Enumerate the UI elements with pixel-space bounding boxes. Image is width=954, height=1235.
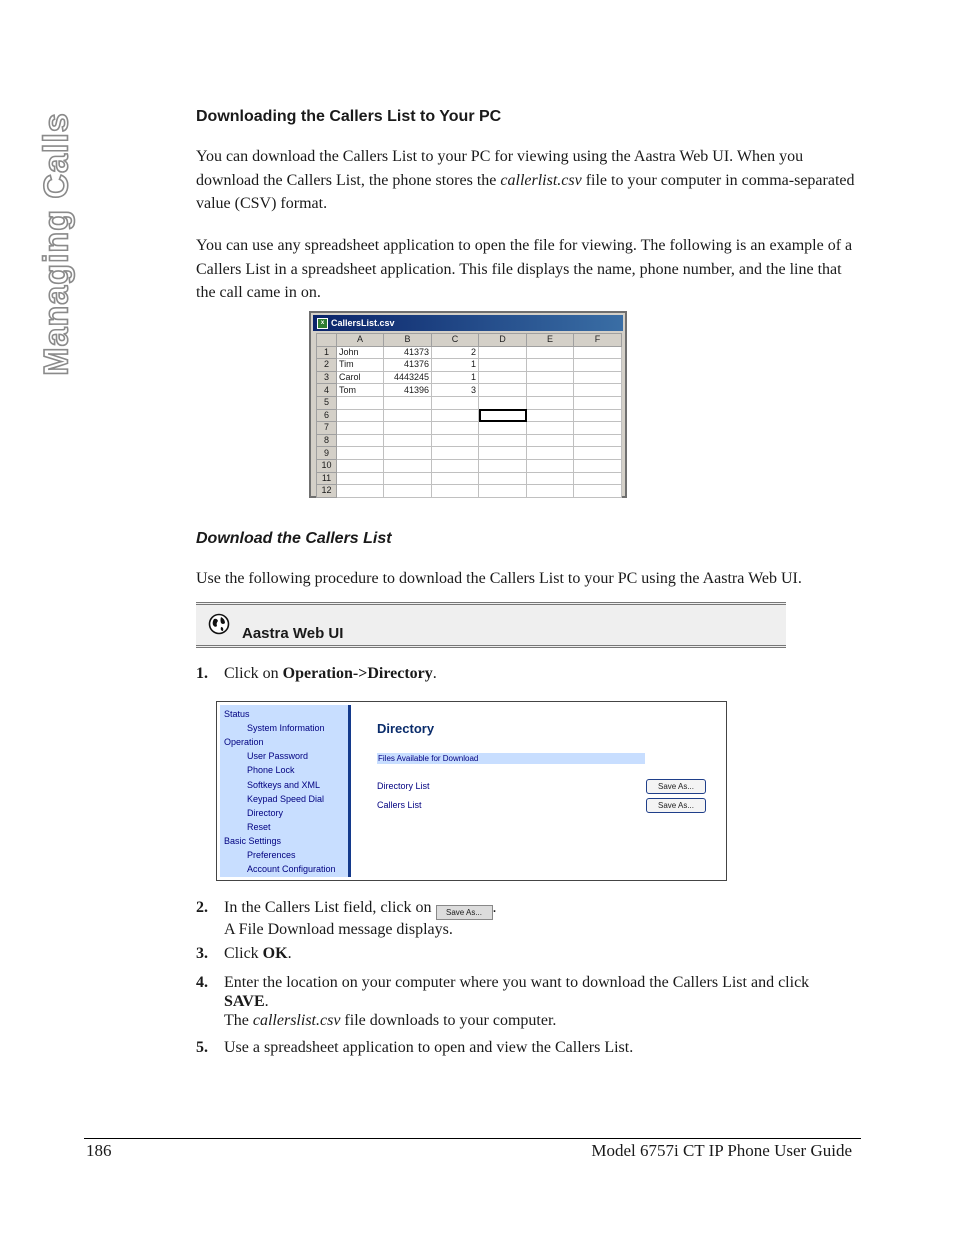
table-row <box>317 472 622 485</box>
directory-list-label: Directory List <box>377 781 430 791</box>
directory-save-as-button[interactable]: Save As... <box>646 779 706 794</box>
nav-item[interactable]: User Password <box>247 751 309 762</box>
spreadsheet-icon: x <box>317 318 328 329</box>
cell <box>527 472 574 485</box>
cell <box>384 485 432 498</box>
column-header: A <box>337 334 384 347</box>
cell <box>384 396 432 409</box>
cell <box>574 447 622 460</box>
step-text: In the Callers List field, click on <box>224 899 436 916</box>
column-header: F <box>574 334 622 347</box>
cell <box>432 485 479 498</box>
column-header: C <box>432 334 479 347</box>
table-row <box>317 396 622 409</box>
intro-text-end: file to your computer in comma-separated value (CSV) format. <box>196 171 855 212</box>
column-header: D <box>479 334 527 347</box>
cell <box>574 459 622 472</box>
row-number: 12 <box>317 485 337 498</box>
step-text: Click <box>224 945 263 962</box>
cell <box>337 422 384 435</box>
table-row <box>317 485 622 498</box>
side-tab-label: Managing Calls <box>37 112 76 376</box>
cell: Carol <box>337 371 384 384</box>
cell <box>337 447 384 460</box>
row-number: 11 <box>317 472 337 485</box>
cell <box>432 409 479 422</box>
inline-save-as-button: Save As... <box>436 905 493 920</box>
step-number: 3. <box>196 945 208 962</box>
step-result: A File Download message displays. <box>224 921 453 938</box>
cell <box>527 359 574 372</box>
footer-rule <box>84 1138 861 1139</box>
globe-icon <box>208 613 230 635</box>
cell: Tim <box>337 359 384 372</box>
cell <box>432 396 479 409</box>
row-number: 3 <box>317 371 337 384</box>
step-bold: Operation->Directory <box>282 665 433 682</box>
row-number: 7 <box>317 422 337 435</box>
corner-cell <box>317 334 337 347</box>
cell <box>479 409 527 422</box>
nav-item[interactable]: Account Configuration <box>247 864 336 875</box>
cell: 41373 <box>384 346 432 359</box>
column-header: E <box>527 334 574 347</box>
step-text-end: . <box>492 899 497 916</box>
step-number: 5. <box>196 1039 208 1056</box>
cell <box>432 459 479 472</box>
file-name: callerlist.csv <box>500 171 582 189</box>
cell <box>384 447 432 460</box>
cell <box>574 371 622 384</box>
cell <box>527 384 574 397</box>
web-ui-nav <box>220 705 351 877</box>
nav-item[interactable]: System Information <box>247 723 325 734</box>
row-number: 6 <box>317 409 337 422</box>
cell <box>479 459 527 472</box>
step-result: The <box>224 1012 253 1029</box>
cell <box>527 434 574 447</box>
table-row <box>317 459 622 472</box>
cell <box>574 359 622 372</box>
cell <box>479 422 527 435</box>
row-number: 9 <box>317 447 337 460</box>
table-row <box>317 384 622 397</box>
cell <box>527 409 574 422</box>
cell <box>574 409 622 422</box>
step-text: Click on <box>224 665 283 682</box>
cell <box>432 434 479 447</box>
cell <box>337 472 384 485</box>
cell: 41376 <box>384 359 432 372</box>
nav-item[interactable]: Phone Lock <box>247 765 295 776</box>
spreadsheet-title: CallersList.csv <box>331 318 395 328</box>
spreadsheet-titlebar <box>313 315 623 331</box>
cell <box>337 434 384 447</box>
cell <box>527 485 574 498</box>
cell <box>527 447 574 460</box>
web-ui-screenshot <box>216 701 727 881</box>
row-number: 10 <box>317 459 337 472</box>
step-result-end: file downloads to your computer. <box>340 1012 557 1029</box>
cell <box>479 434 527 447</box>
cell <box>384 434 432 447</box>
cell: 1 <box>432 359 479 372</box>
spreadsheet-paragraph: You can use any spreadsheet application to open the file for viewing. The following is an example of a Callers List in a spreadsheet application. This file displays the name, phone number, and the line that the call came in on. <box>196 237 853 301</box>
callers-save-as-button[interactable]: Save As... <box>646 798 706 813</box>
spreadsheet-screenshot <box>309 311 627 498</box>
cell: Tom <box>337 384 384 397</box>
table-row <box>317 447 622 460</box>
cell: 41396 <box>384 384 432 397</box>
cell <box>432 447 479 460</box>
cell <box>384 459 432 472</box>
cell <box>527 371 574 384</box>
row-number: 1 <box>317 346 337 359</box>
side-tab <box>37 110 76 378</box>
cell <box>479 384 527 397</box>
nav-item[interactable]: Status <box>224 709 250 719</box>
table-row <box>317 359 622 372</box>
cell <box>337 459 384 472</box>
cell <box>337 409 384 422</box>
cell <box>479 371 527 384</box>
row-number: 4 <box>317 384 337 397</box>
step-bold: SAVE <box>224 993 265 1010</box>
nav-item[interactable]: Softkeys and XML <box>247 779 321 790</box>
cell <box>574 485 622 498</box>
aastra-web-ui-bar <box>196 602 786 648</box>
cell <box>527 459 574 472</box>
nav-item[interactable]: Reset <box>247 821 271 832</box>
row-number: 5 <box>317 396 337 409</box>
table-row <box>317 371 622 384</box>
cell <box>384 409 432 422</box>
step-text-end: . <box>287 945 292 962</box>
cell: 2 <box>432 346 479 359</box>
procedure-paragraph: Use the following procedure to download the Callers List to your PC using the Aastra Web UI. <box>196 570 802 587</box>
cell <box>337 396 384 409</box>
cell <box>574 396 622 409</box>
step-text: Use a spreadsheet application to open and view the Callers List. <box>224 1039 634 1056</box>
cell: John <box>337 346 384 359</box>
nav-item[interactable]: Basic Settings <box>224 835 282 846</box>
cell <box>432 422 479 435</box>
intro-text: You can download the Callers List to your PC for viewing using the Aastra Web UI. When you download the Callers List, the phone stores the <box>196 148 804 189</box>
cell <box>479 359 527 372</box>
cell <box>384 472 432 485</box>
cell <box>337 485 384 498</box>
guide-title: Model 6757i CT IP Phone User Guide <box>591 1141 852 1160</box>
sub-heading: Download the Callers List <box>196 530 392 547</box>
step-bold: OK <box>262 945 288 962</box>
cell <box>479 396 527 409</box>
intro-paragraph <box>196 145 856 216</box>
web-ui-title: Directory <box>377 721 435 736</box>
cell <box>574 346 622 359</box>
step-number: 1. <box>196 665 208 682</box>
spreadsheet-grid <box>316 333 622 498</box>
table-row <box>317 409 622 422</box>
nav-item[interactable]: Preferences <box>247 850 296 860</box>
aastra-web-ui-label: Aastra Web UI <box>242 625 344 642</box>
table-row <box>317 422 622 435</box>
step-text-end: . <box>264 993 269 1010</box>
cell <box>479 472 527 485</box>
cell: 1 <box>432 371 479 384</box>
cell <box>384 422 432 435</box>
cell <box>574 422 622 435</box>
callers-list-label: Callers List <box>377 800 422 810</box>
cell <box>574 472 622 485</box>
nav-item[interactable]: Keypad Speed Dial <box>247 793 325 804</box>
row-number: 8 <box>317 434 337 447</box>
cell <box>479 485 527 498</box>
cell <box>527 396 574 409</box>
nav-item[interactable]: Directory <box>247 807 284 818</box>
column-header: B <box>384 334 432 347</box>
step-text: Enter the location on your computer where you want to download the Callers List and click <box>224 974 810 991</box>
nav-item[interactable]: Operation <box>224 737 264 748</box>
cell <box>432 472 479 485</box>
cell <box>527 346 574 359</box>
cell <box>574 434 622 447</box>
cell <box>479 447 527 460</box>
page-number: 186 <box>86 1141 112 1160</box>
file-name: callerslist.csv <box>252 1012 341 1029</box>
table-row <box>317 434 622 447</box>
step-text-end: . <box>432 665 437 682</box>
row-number: 2 <box>317 359 337 372</box>
cell: 4443245 <box>384 371 432 384</box>
cell <box>574 384 622 397</box>
cell <box>479 346 527 359</box>
table-row <box>317 346 622 359</box>
step-number: 2. <box>196 899 208 916</box>
cell: 3 <box>432 384 479 397</box>
step-number: 4. <box>196 974 208 991</box>
files-heading: Files Available for Download <box>377 753 645 764</box>
cell <box>527 422 574 435</box>
section-heading: Downloading the Callers List to Your PC <box>196 108 502 125</box>
